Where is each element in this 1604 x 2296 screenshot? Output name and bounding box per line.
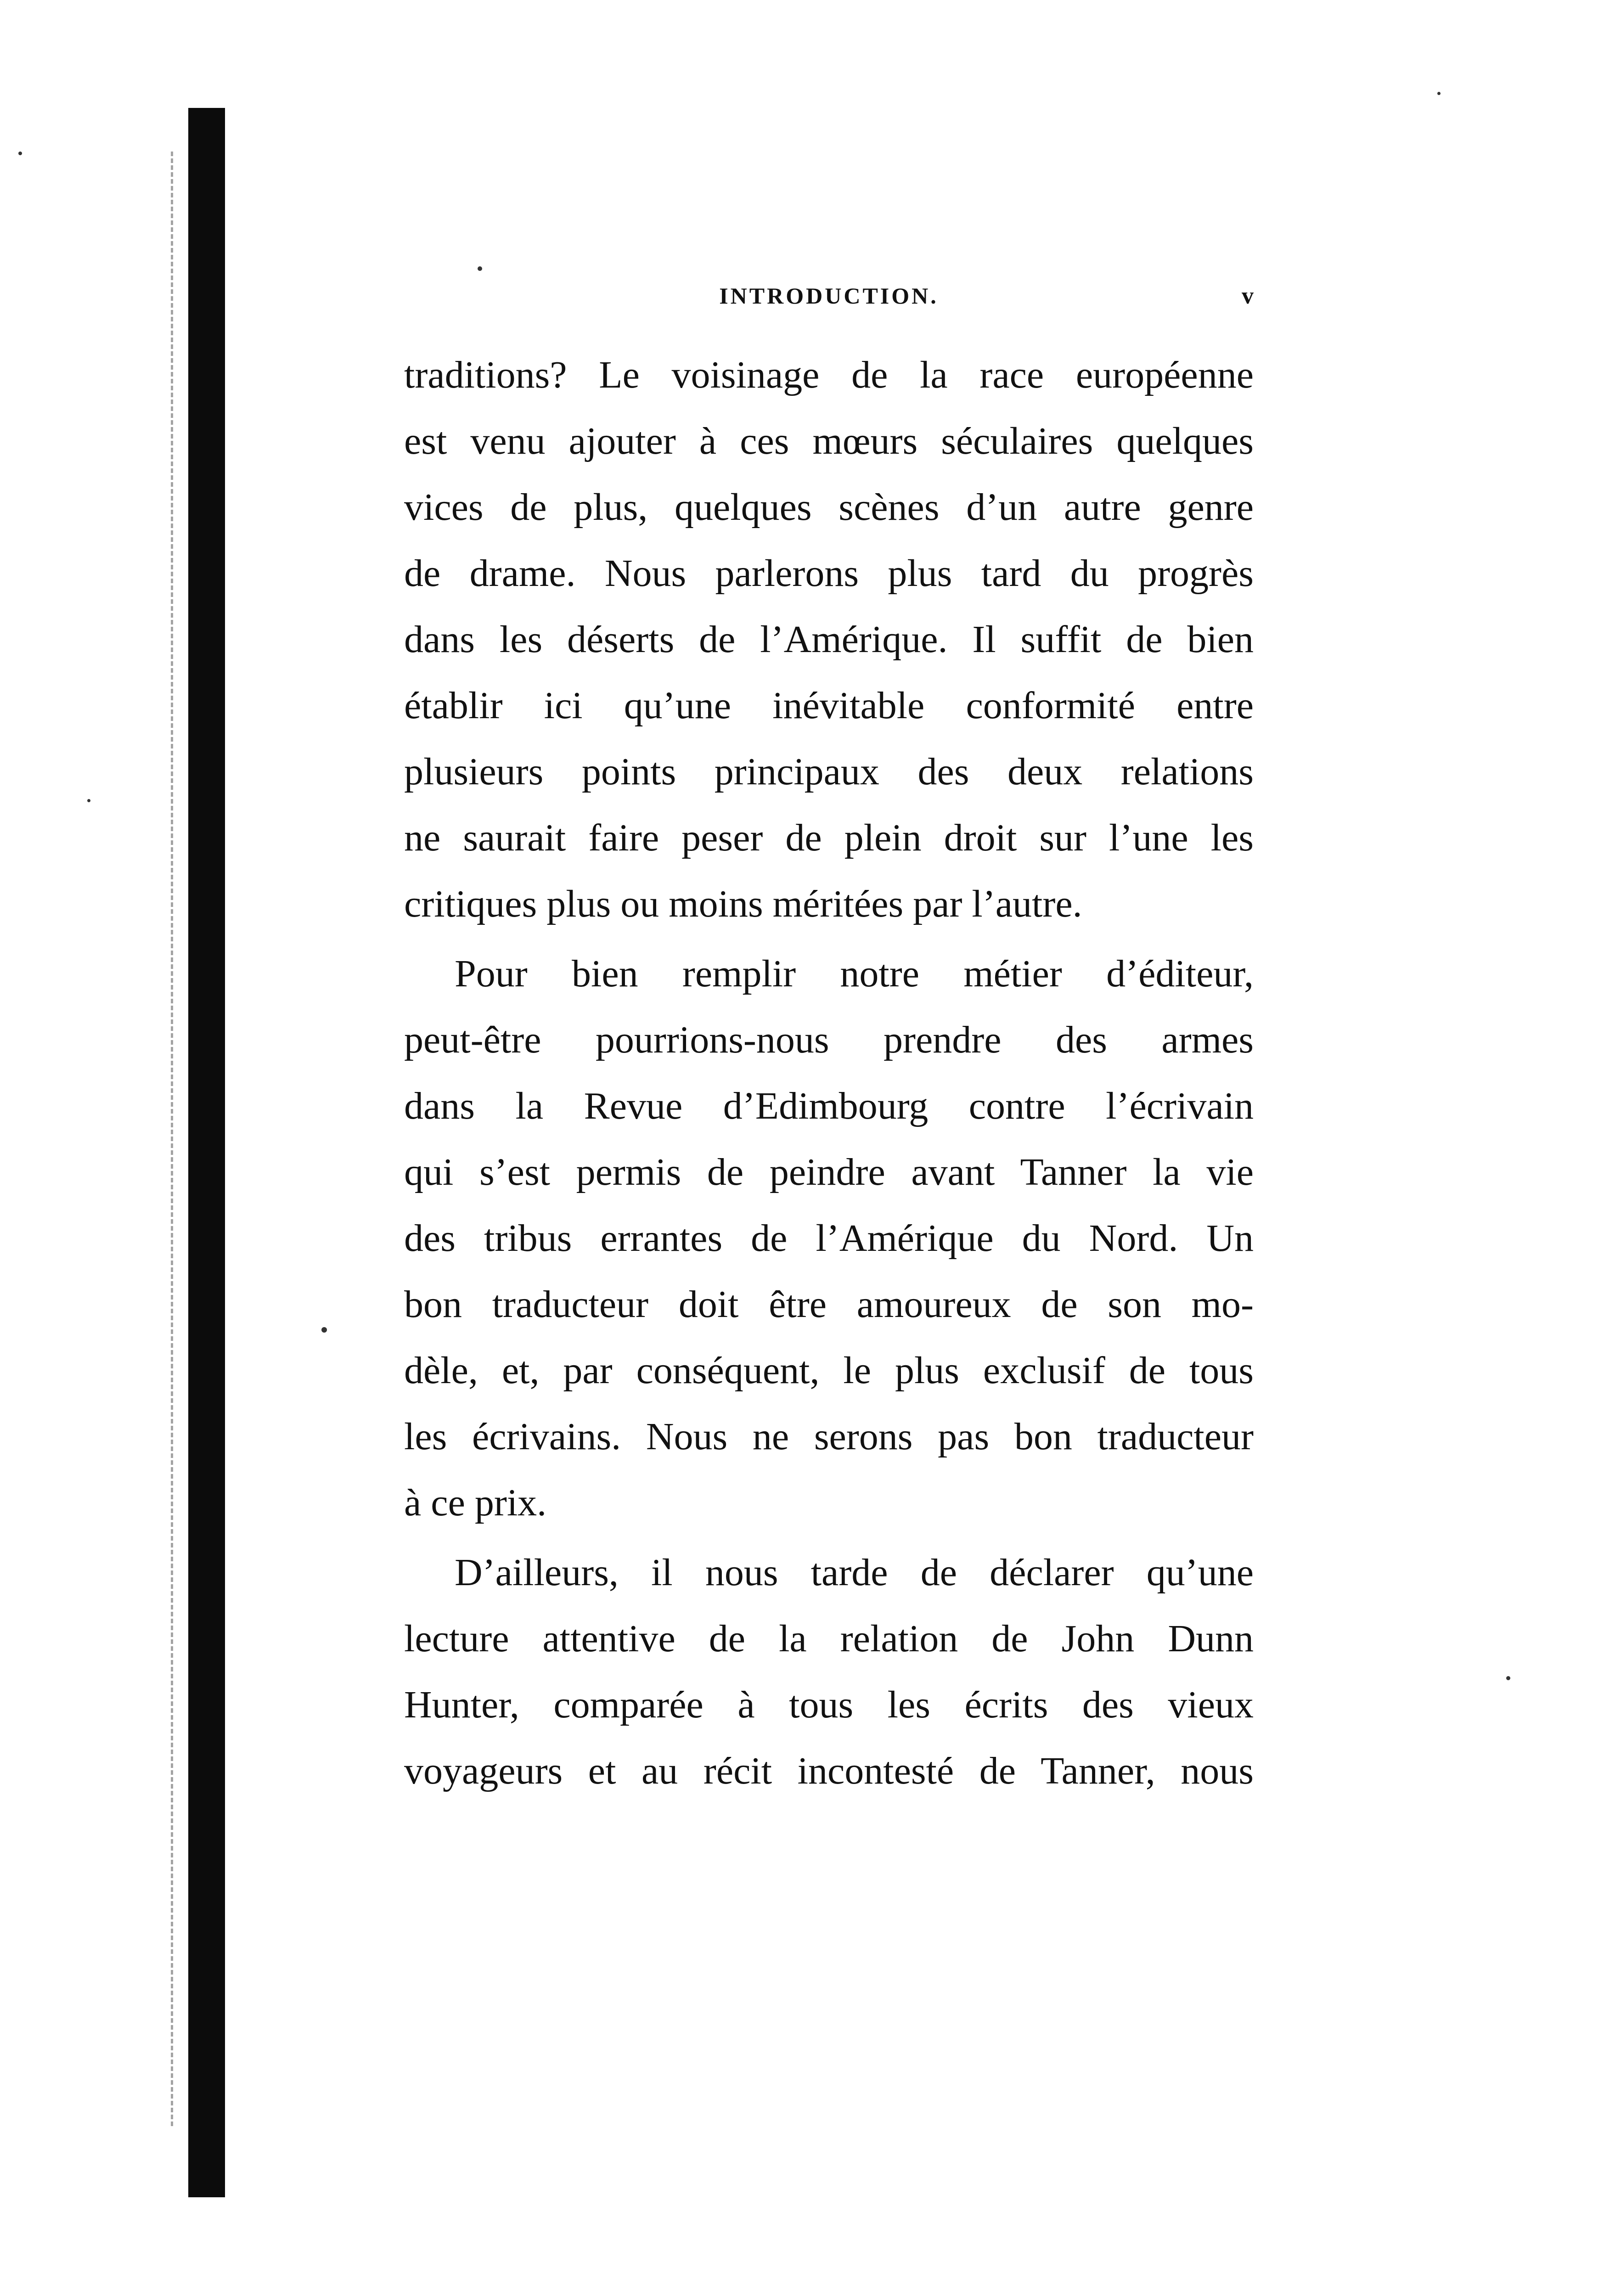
paragraph (404, 941, 1254, 1536)
text-line: vices de plus, quelques scènes d’un autre genre (404, 486, 1254, 529)
text-line: dans la Revue d’Edimbourg contre l’écrivain (404, 1085, 1254, 1127)
text-line: des tribus errantes de l’Amérique du Nord. Un (404, 1217, 1254, 1260)
ink-speck (87, 799, 90, 802)
binding-edge (171, 152, 183, 2126)
binding-shadow (188, 108, 225, 2197)
text-line: peut-être pourrions-nous prendre des armes (404, 1019, 1254, 1061)
ink-speck (1437, 92, 1441, 95)
text-line: traditions? Le voisinage de la race européenne (404, 354, 1254, 396)
text-line: Pour bien remplir notre métier d’éditeur, (455, 952, 1254, 995)
ink-speck (1506, 1676, 1510, 1680)
text-line: dèle, et, par conséquent, le plus exclusif de tous (404, 1349, 1254, 1392)
text-line: établir ici qu’une inévitable conformité entre (404, 684, 1254, 727)
ink-speck (18, 152, 22, 155)
text-line: de drame. Nous parlerons plus tard du progrès (404, 552, 1254, 595)
paragraph (404, 342, 1254, 937)
ink-speck (478, 266, 482, 271)
paragraph (404, 1540, 1254, 1804)
text-line: à ce prix. (404, 1481, 547, 1524)
text-line: ne saurait faire peser de plein droit sur l’une les (404, 816, 1254, 859)
text-line: D’ailleurs, il nous tarde de déclarer qu’une (455, 1551, 1254, 1594)
running-head (404, 282, 1254, 319)
text-line: lecture attentive de la relation de John Dunn (404, 1617, 1254, 1660)
text-line: qui s’est permis de peindre avant Tanner la vie (404, 1151, 1254, 1193)
text-line: Hunter, comparée à tous les écrits des vieux (404, 1683, 1254, 1726)
text-line: plusieurs points principaux des deux relations (404, 750, 1254, 793)
text-line: voyageurs et au récit incontesté de Tanner, nous (404, 1750, 1254, 1792)
text-line: bon traducteur doit être amoureux de son mo- (404, 1283, 1254, 1326)
running-head-title: INTRODUCTION. (719, 283, 939, 309)
text-line: critiques plus ou moins méritées par l’autre. (404, 883, 1082, 925)
body-text (404, 342, 1254, 1804)
text-line: dans les déserts de l’Amérique. Il suffit de bien (404, 618, 1254, 661)
text-line: est venu ajouter à ces mœurs séculaires quelques (404, 420, 1254, 462)
text-line: les écrivains. Nous ne serons pas bon traducteur (404, 1415, 1254, 1458)
ink-speck (321, 1327, 327, 1333)
page-number: v (1242, 283, 1254, 309)
